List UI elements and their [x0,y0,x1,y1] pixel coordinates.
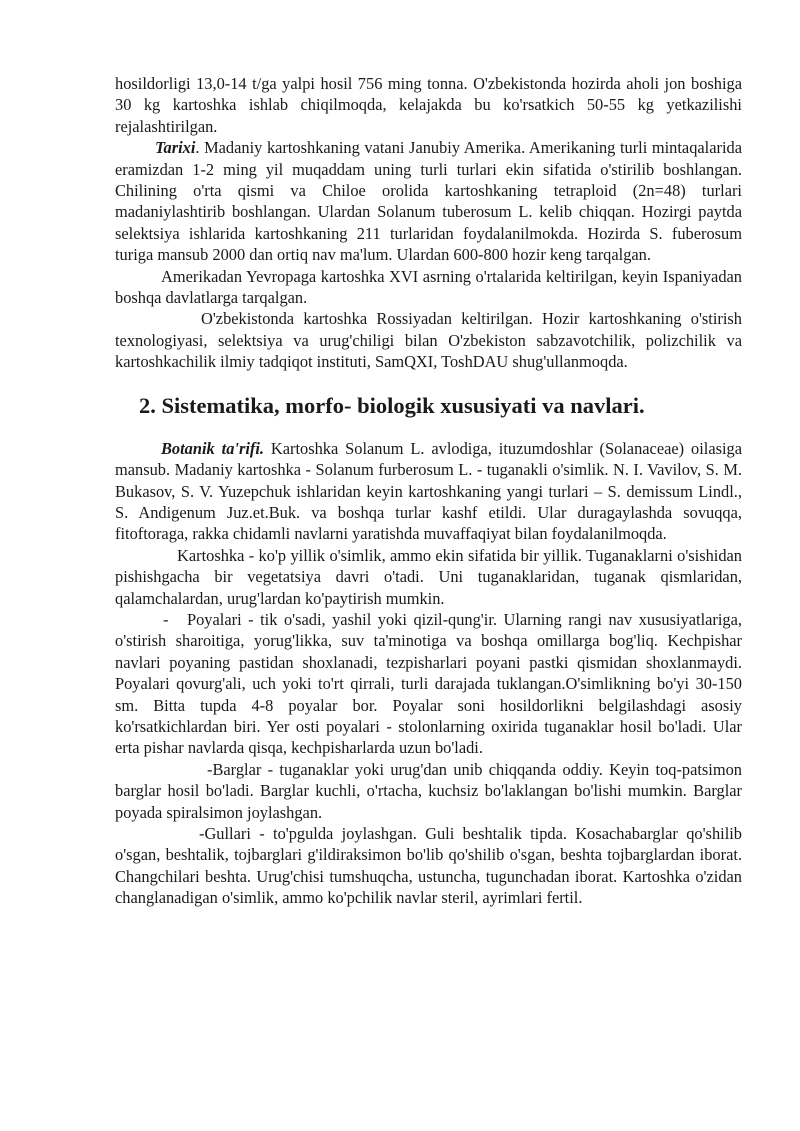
stems-text: Poyalari - tik o'sadi, yashil yoki qizil-qung'ir. Ularning rangi nav xususiyatlariga, o'stirish sharoitiga, yorug'likka, suv ta'minotiga va boshqa omillarga bog'liq. Kechpishar navlari poyaning pastidan shoxlanadi, tezpisharlari poyani pastki qismidan shoxlanmaydi. Poyalari qovurg'ali, uch yoki to'rt qirrali, turli darajada tuklangan.O'simlikning bo'yi 30-150 sm. Bitta tupda 4-8 poyalar bor. Poyalar soni hosildorlikni belgilashdagi asosiy ko'rsatkichlardan biri. Yer osti poyalari - stolonlarning oxirida tuganaklar hosil bo'ladi. Ular erta pishar navlarda qisqa, kechpisharlarda uzun bo'ladi. [115,609,742,758]
paragraph-yield: hosildorligi 13,0-14 t/ga yalpi hosil 756 ming tonna. O'zbekistonda hozirda aholi jon boshiga 30 kg kartoshka ishlab chiqilmoqda, kelajakda bu ko'rsatkich 50-55 kg yetkazilishi rejalashtirilgan. [115,74,742,136]
paragraph-botany [115,438,742,545]
history-text: . Madaniy kartoshkaning vatani Janubiy Amerika. Amerikaning turli mintaqalarida eramizdan 1-2 ming yil muqaddam uning turli turlari ekin sifatida o'stirilib boshlangan. Chilining o'rta qismi va Chiloe orolida kartoshkaning tetraploid (2n=48) turlari madaniylashtirib boshlangan. Ulardan Solanum tuberosum L. kelib chiqqan. Hozirgi paytda selektsiya ishlarida kartoshkaning 211 turlaridan foydalanilmokda. Hozirda S. fuberosum turiga mansub 2000 dan ortiq nav ma'lum. Ulardan 600-800 hozir keng tarqalgan. [115,138,742,265]
botany-label: Botanik ta'rifi. [161,438,264,458]
paragraph-europe: Amerikadan Yevropaga kartoshka XVI asrning o'rtalarida keltirilgan, keyin Ispaniyadan boshqa davlatlarga tarqalgan. [115,266,742,308]
section-heading: 2. Sistematika, morfo- biologik xususiyati va navlari. [139,392,645,418]
paragraph-uzbekistan: O'zbekistonda kartoshka Rossiyadan keltirilgan. Hozir kartoshkaning o'stirish texnologiyasi, selektsiya va urug'chiligi bilan O'zbekiston sabzavotchilik, polizchilik va kartoshkachilik ilmiy tadqiqot instituti, SamQXI, ToshDAU shug'ullanmoqda. [115,309,742,372]
paragraph-stems [115,609,742,759]
paragraph-flowers: -Gullari - to'pgulda joylashgan. Guli beshtalik tipda. Kosachabarglar qo'shilib o'sgan, beshtalik, tojbarglari g'ildiraksimon bo'lib qo'shilib o'sgan, beshta tojbarglardan iborat. Changchilari beshta. Urug'chisi tumshuqcha, ustuncha, tugunchadan iborat. Kartoshka o'zidan changlanadigan o'simlik, ammo ko'pchilik navlar steril, ayrimlari fertil. [115,824,742,908]
paragraph-history [115,137,742,265]
history-label: Tarixi [155,138,196,158]
document-page [115,73,742,909]
botany-text: Kartoshka Solanum L. avlodiga, ituzumdoshlar (Solanaceae) oilasiga mansub. Madaniy kartoshka - Solanum furberosum L. - tuganakli o'simlik. N. I. Vavilov, S. M. Bukasov, S. V. Yuzepchuk ishlaridan keyin kartoshkaning yangi turlari – S. demissum Lindl., S. Andigenum Juz.et.Buk. va boshqa turlar kashf etildi. Ular duragaylashda sovuqqa, fitoftoraga, rakka chidamli navlarni yaratishda muvaffaqiyat bilan foydalanilmoqda. [115,438,742,544]
list-dash: - [163,609,169,629]
paragraph-leaves: -Barglar - tuganaklar yoki urug'dan unib chiqqanda oddiy. Keyin toq-patsimon barglar hosil bo'ladi. Barglar kuchli, o'rtacha, kuchsiz bo'laklangan bo'lishi mumkin. Barglar poyada spiralsimon joylashgan. [115,759,742,822]
paragraph-perennial: Kartoshka - ko'p yillik o'simlik, ammo ekin sifatida bir yillik. Tuganaklarni o'sishidan pishishgacha bir vegetatsiya davri o'tadi. Uni tuganaklaridan, tuganak qismlaridan, qalamchalardan, urug'lardan ko'paytirish mumkin. [115,545,742,608]
